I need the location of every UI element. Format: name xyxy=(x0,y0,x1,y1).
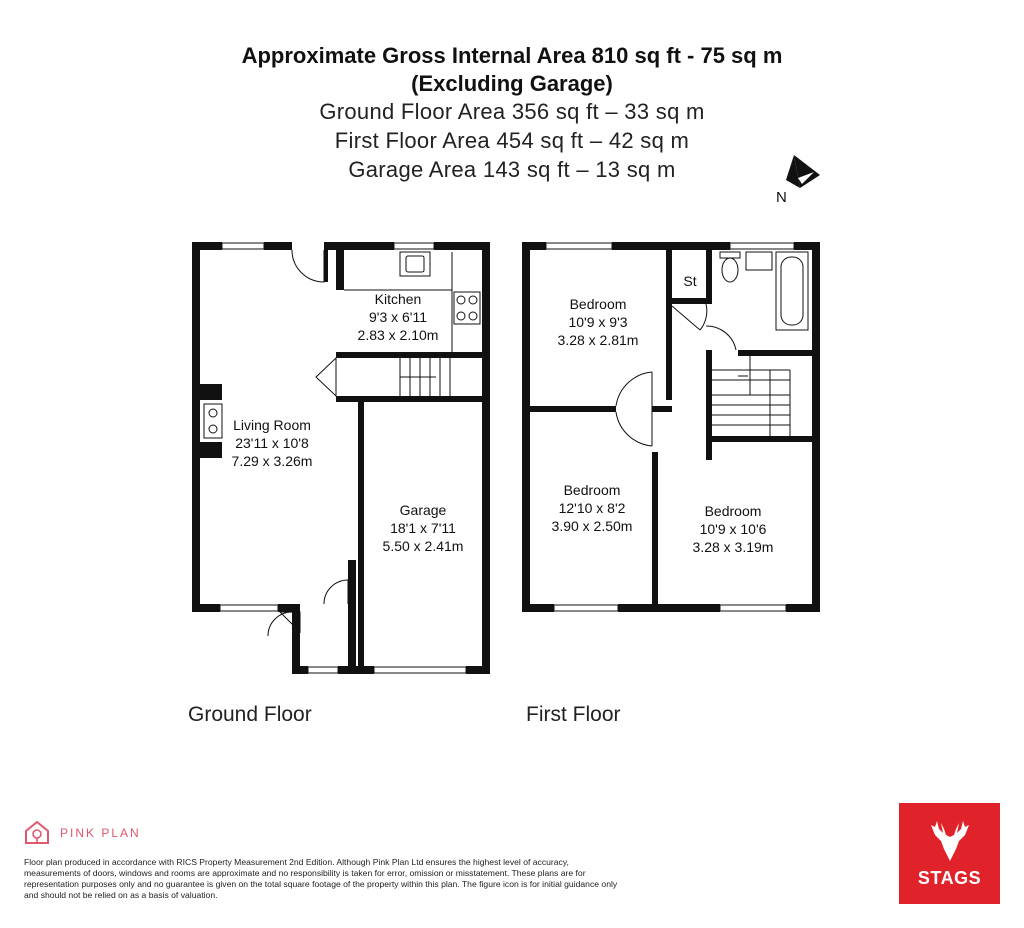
living-room-imperial: 23'11 x 10'8 xyxy=(235,435,309,451)
excluding-garage-note: (Excluding Garage) xyxy=(411,71,613,96)
garage-name: Garage xyxy=(399,502,447,518)
bedroom-1-imperial: 10'9 x 9'3 xyxy=(568,314,628,330)
bedroom-2-label xyxy=(538,481,646,535)
bedroom-2-imperial: 12'10 x 8'2 xyxy=(558,500,626,516)
ground-floor-area: Ground Floor Area 356 sq ft – 33 sq m xyxy=(319,99,705,124)
north-label: N xyxy=(776,189,787,206)
bedroom-3-imperial: 10'9 x 10'6 xyxy=(699,521,767,537)
garage-imperial: 18'1 x 7'11 xyxy=(390,520,456,536)
living-room-name: Living Room xyxy=(233,417,311,433)
bedroom-1-metric: 3.28 x 2.81m xyxy=(557,332,639,348)
kitchen-name: Kitchen xyxy=(374,291,422,307)
living-room-label xyxy=(220,416,324,470)
bedroom-1-name: Bedroom xyxy=(569,296,627,312)
kitchen-label xyxy=(344,290,452,344)
store-label: St xyxy=(683,273,697,289)
bedroom-3-metric: 3.28 x 3.19m xyxy=(692,539,774,555)
ground-floor-label: Ground Floor xyxy=(188,703,312,726)
bedroom-3-name: Bedroom xyxy=(704,503,762,519)
gross-area-title: Approximate Gross Internal Area 810 sq ft - 75 sq m xyxy=(241,43,783,68)
bedroom-3-label xyxy=(678,502,788,556)
kitchen-imperial: 9'3 x 6'11 xyxy=(368,309,428,325)
stag-head-icon xyxy=(925,815,975,865)
garage-area: Garage Area 143 sq ft – 13 sq m xyxy=(348,157,676,182)
garage-label xyxy=(370,501,476,555)
living-room-metric: 7.29 x 3.26m xyxy=(231,453,313,469)
garage-metric: 5.50 x 2.41m xyxy=(382,538,464,554)
bedroom-2-name: Bedroom xyxy=(563,482,621,498)
first-floor-area: First Floor Area 454 sq ft – 42 sq m xyxy=(334,128,690,153)
bedroom-1-label xyxy=(544,295,652,349)
bedroom-2-metric: 3.90 x 2.50m xyxy=(551,518,633,534)
disclaimer-text: Floor plan produced in accordance with RICS Property Measurement 2nd Edition. Although Pink Plan Ltd ensures the highest level of accuracy, measurements of doors, windows and rooms are approximate and no responsibility is taken for error, omission or misstatement. These plans are for representation purposes only and no guarantee is given on the total square footage of the property within this plan. The figure icon is for initial guidance only and should not be relied on as a basis of valuation. xyxy=(24,857,618,900)
stags-wordmark: STAGS xyxy=(917,868,982,888)
pink-plan-house-icon xyxy=(24,819,50,845)
kitchen-metric: 2.83 x 2.10m xyxy=(357,327,439,343)
first-floor-label: First Floor xyxy=(526,703,621,726)
pink-plan-brand: PINK PLAN xyxy=(60,826,141,840)
